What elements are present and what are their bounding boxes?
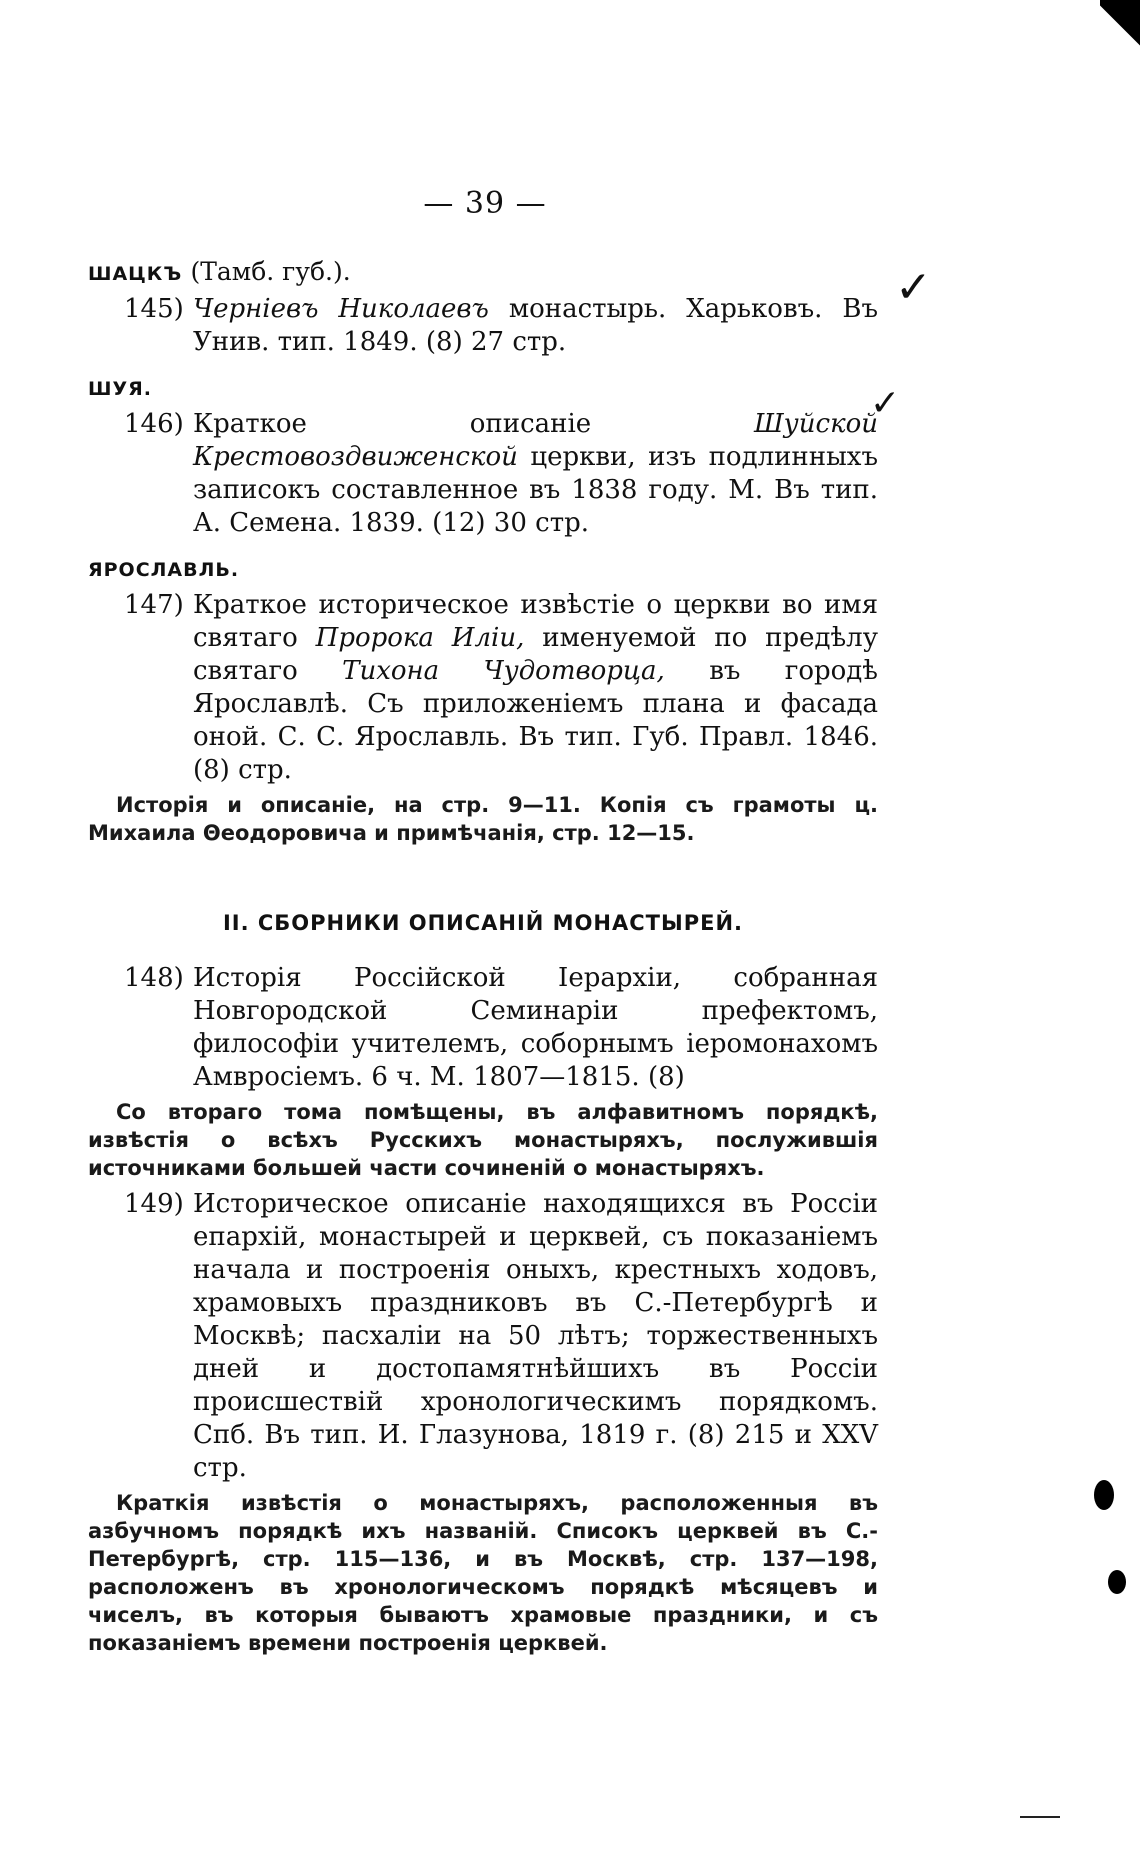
page-number: — 39 — bbox=[423, 186, 547, 221]
entry-148-note: Со втораго тома помѣщены, въ алфавитномъ порядкѣ, извѣстія о всѣхъ Русскихъ монастыряхъ, послужившія источниками большей части сочиненій о монастыряхъ. bbox=[88, 1100, 878, 1180]
entry-text bbox=[193, 408, 878, 540]
check-mark-icon: ✓ bbox=[870, 383, 901, 424]
entry-149 bbox=[88, 1188, 878, 1485]
ink-blot-icon bbox=[1108, 1570, 1126, 1594]
town-heading-shatsk bbox=[88, 248, 878, 291]
town-name: ЯРОСЛАВЛЬ. bbox=[88, 559, 240, 581]
town-name: ШУЯ. bbox=[88, 378, 152, 400]
town-heading-yaroslavl bbox=[88, 544, 878, 587]
entry-145 bbox=[88, 293, 878, 359]
margin-rule bbox=[1020, 1816, 1060, 1818]
entry-text bbox=[193, 589, 878, 787]
ink-blot-icon bbox=[1094, 1480, 1114, 1510]
entry-149-note: Краткія извѣстія о монастыряхъ, расположенныя въ азбучномъ порядкѣ ихъ названій. Списокъ церквей въ С.-Петербургѣ, стр. 115—136, и въ Москвѣ, стр. 137—198, расположенъ въ хронологическомъ порядкѣ мѣсяцевъ и чиселъ, въ которыя бываютъ храмовые праздники, и съ показаніемъ времени построенія церквей. bbox=[88, 1491, 878, 1655]
entry-146 bbox=[88, 408, 878, 540]
town-name: ШАЦКЪ bbox=[88, 263, 183, 285]
check-mark-icon: ✓ bbox=[895, 262, 932, 313]
entry-italic-title: Черніевъ Николаевъ bbox=[193, 294, 489, 324]
entry-number: 148) bbox=[124, 963, 184, 993]
entry-number: 147) bbox=[124, 590, 184, 620]
town-heading-shuya bbox=[88, 363, 878, 406]
entry-pre: Краткое историческое извѣстіе о церкви во имя святаго bbox=[193, 590, 878, 653]
entry-mid: именуемой по предѣлу святаго bbox=[193, 623, 878, 686]
town-province: (Тамб. губ.). bbox=[190, 257, 351, 286]
entry-pre: Краткое описаніе bbox=[193, 409, 592, 439]
page-content bbox=[88, 244, 878, 1663]
entry-italic-title: Шуйской Крестовоздвиженской bbox=[193, 409, 878, 472]
entry-147 bbox=[88, 589, 878, 787]
entry-italic-1: Пророка Иліи, bbox=[315, 623, 525, 653]
entry-148 bbox=[88, 962, 878, 1094]
page-edge-shadow bbox=[1100, 0, 1140, 60]
entry-text: Исторія Россійской Іерархіи, собранная Новгородской Семинаріи префектомъ, философіи учителемъ, соборнымъ іеромонахомъ Амвросіемъ. 6 ч. М. 1807—1815. (8) bbox=[193, 963, 878, 1092]
entry-number: 146) bbox=[124, 409, 184, 439]
entry-body: въ городѣ Ярославлѣ. Съ приложеніемъ плана и фасада оной. С. С. Ярославль. Въ тип. Губ. Правл. 1846. (8) стр. bbox=[193, 656, 878, 785]
entry-number: 149) bbox=[124, 1189, 184, 1219]
section-heading: II. СБОРНИКИ ОПИСАНІЙ МОНАСТЫРЕЙ. bbox=[222, 911, 744, 935]
entry-body: монастырь. Харьковъ. Въ Унив. тип. 1849. (8) 27 стр. bbox=[193, 294, 879, 357]
entry-body: церкви, изъ подлинныхъ записокъ составленное въ 1838 году. М. Въ тип. А. Семена. 1839. (12) 30 стр. bbox=[193, 442, 878, 538]
entry-text: Историческое описаніе находящихся въ Россіи епархій, монастырей и церквей, съ показаніемъ начала и построенія оныхъ, крестныхъ ходовъ, храмовыхъ праздниковъ въ С.-Петербургѣ и Москвѣ; пасхаліи на 50 лѣтъ; торжественныхъ дней и достопамятнѣйшихъ въ Россіи происшествій хронологическимъ порядкомъ. Спб. Въ тип. И. Глазунова, 1819 г. (8) 215 и XXV стр. bbox=[193, 1189, 878, 1483]
entry-text bbox=[193, 293, 878, 359]
entry-147-note: Исторія и описаніе, на стр. 9—11. Копія съ грамоты ц. Михаила Θеодоровича и примѣчанія, стр. 12—15. bbox=[88, 793, 878, 845]
entry-number: 145) bbox=[124, 294, 184, 324]
entry-italic-2: Тихона Чудотворца, bbox=[342, 656, 665, 686]
